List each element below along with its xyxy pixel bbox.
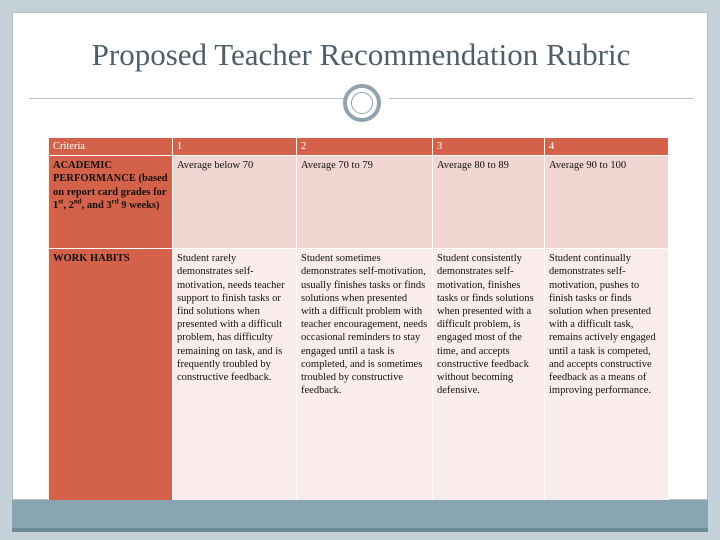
slide-title: Proposed Teacher Recommendation Rubric	[91, 37, 631, 72]
table-cell: Student rarely demonstrates self-motivation, needs teacher support to finish tasks or find solutions when presented with a difficult problem, has difficulty remaining on task, and is frequently troubled by constructive feedback.	[173, 249, 297, 504]
rubric-table	[48, 137, 669, 504]
header-score-3-label: 3	[437, 141, 443, 152]
header-score-4-label: 4	[549, 141, 555, 152]
header-criteria-label: Criteria	[53, 141, 86, 152]
table-header-row	[49, 138, 669, 156]
criterion-text: , and 3	[81, 199, 112, 211]
criterion-text: 9 weeks)	[118, 199, 160, 211]
table-cell: Average 70 to 79	[297, 156, 433, 249]
criterion-academic-performance	[49, 156, 173, 249]
footer-bar	[12, 500, 708, 528]
table-cell: Average 90 to 100	[545, 156, 669, 249]
table-cell: Student sometimes demonstrates self-motivation, usually finishes tasks or finds solutions when presented with a difficult problem with teacher encouragement, needs occasional reminders to stay engaged until a task is completed, and is sometimes troubled by constructive feedback.	[297, 249, 433, 504]
table-row	[49, 156, 669, 249]
table-row	[49, 249, 669, 504]
header-score-4	[545, 138, 669, 156]
table-cell: Average below 70	[173, 156, 297, 249]
decorative-circle-inner	[351, 92, 373, 114]
criterion-text: ACADEMIC PERFORMANCE (based on report card grades for 1	[53, 160, 168, 211]
table-cell: Student continually demonstrates self-motivation, pushes to finish tasks or finds solution when presented with a difficult task, remains actively engaged until a task is competed, and accepts constructive feedback as a means of improving performance.	[545, 249, 669, 504]
decorative-circle-icon	[343, 84, 381, 122]
header-score-2-label: 2	[301, 141, 307, 152]
criterion-sup: rd	[111, 197, 119, 206]
header-score-1-label: 1	[177, 141, 183, 152]
table-cell: Average 80 to 89	[433, 156, 545, 249]
title-divider-left	[29, 98, 345, 99]
criterion-sup: nd	[73, 197, 82, 206]
header-score-3	[433, 138, 545, 156]
table-cell: Student consistently demonstrates self-motivation, finishes tasks or finds solutions when presented with a difficult problem, is engaged most of the time, and accepts constructive feedback without becoming defensive.	[433, 249, 545, 504]
title-divider-right	[389, 98, 693, 99]
header-criteria	[49, 138, 173, 156]
footer-strip	[12, 528, 708, 532]
criterion-work-habits: WORK HABITS	[49, 249, 173, 504]
header-score-2	[297, 138, 433, 156]
criterion-text: , 2	[63, 199, 74, 211]
criterion-sup: st	[58, 197, 64, 206]
header-score-1	[173, 138, 297, 156]
slide-frame	[12, 12, 708, 500]
